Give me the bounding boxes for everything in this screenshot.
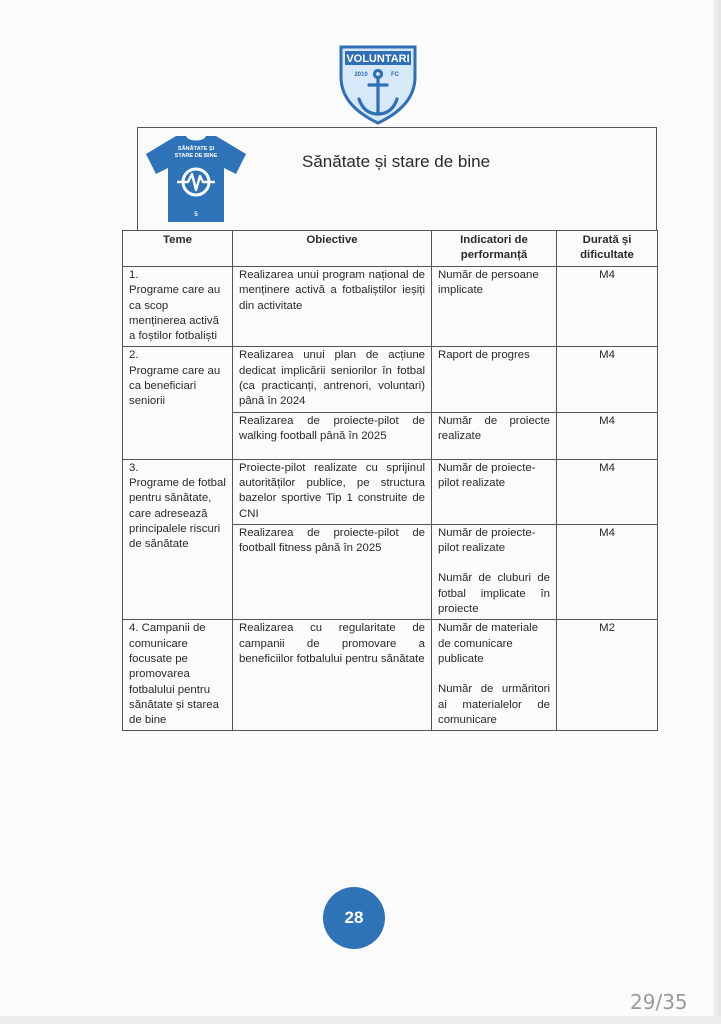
shirt-text-line1: SĂNĂTATE ȘI: [177, 146, 215, 152]
column-header-obiective: Obiective: [233, 231, 432, 267]
theme-cell: 4. Campanii de comunicare focusate pe promovarea fotbalului pentru sănătate și starea de bine: [123, 620, 233, 731]
objectives-table: [122, 230, 658, 731]
objective-cell: Realizarea de proiecte-pilot de football fitness până în 2025: [233, 524, 432, 619]
table-row: [123, 347, 658, 412]
objective-cell: Realizarea cu regularitate de campanii de promovare a beneficiilor fotbalului pentru sănătate: [233, 620, 432, 731]
shirt-number: 5: [194, 212, 198, 218]
column-header-durata: Durată și dificultate: [557, 231, 658, 267]
indicator-cell: Număr de proiecte-pilot realizate: [432, 459, 557, 524]
indicator-text-secondary: Număr de urmăritori ai materialelor de comunicare: [438, 683, 550, 726]
section-header-box: [137, 127, 657, 231]
duration-cell: M4: [557, 459, 658, 524]
duration-cell: M4: [557, 412, 658, 459]
indicator-cell: Număr de persoane implicate: [432, 267, 557, 347]
indicator-text: Număr de materiale de comunicare publicate: [438, 622, 539, 665]
logo-name: VOLUNTARI: [346, 53, 410, 65]
club-logo-shield-icon: [337, 43, 419, 125]
indicator-text: Număr de proiecte-pilot realizate: [438, 526, 536, 555]
logo-founded: 2010: [354, 72, 368, 78]
indicator-cell: Număr de proiecte realizate: [432, 412, 557, 459]
objective-cell: Realizarea unui program național de menținere activă a fotbaliștilor ieșiți din activitate: [233, 267, 432, 347]
table-header-row: [123, 231, 658, 267]
objective-cell: Realizarea unui plan de acțiune dedicat implicării seniorilor în fotbal (ca practicanți, antrenori, voluntari) până în 2024: [233, 347, 432, 412]
indicator-cell: [432, 524, 557, 619]
duration-cell: M4: [557, 347, 658, 412]
theme-cell: 2. Programe care au ca beneficiari seniorii: [123, 347, 233, 459]
table-row: [123, 620, 658, 731]
indicator-cell: [432, 620, 557, 731]
logo-suffix: FC: [391, 72, 399, 78]
table-row: [123, 459, 658, 524]
page-number-badge: 28: [323, 887, 385, 949]
viewer-bottom-strip: [0, 1016, 721, 1024]
indicator-text-secondary: Număr de cluburi de fotbal implicate în proiecte: [438, 572, 550, 616]
column-header-teme: Teme: [123, 231, 233, 267]
duration-cell: M4: [557, 267, 658, 347]
theme-cell: 3. Programe de fotbal pentru sănătate, care adresează principalele riscuri de sănătate: [123, 459, 233, 620]
duration-cell: M2: [557, 620, 658, 731]
page-edge-shadow: [713, 0, 721, 1024]
tshirt-icon: [144, 130, 248, 226]
table-row: [123, 267, 658, 347]
objective-cell: Realizarea de proiecte-pilot de walking football până în 2025: [233, 412, 432, 459]
viewer-page-counter: 29/35: [630, 990, 688, 1014]
section-title: Sănătate și stare de bine: [302, 152, 491, 171]
duration-cell: M4: [557, 524, 658, 619]
indicator-cell: Raport de progres: [432, 347, 557, 412]
theme-cell: 1. Programe care au ca scop menținerea activă a foștilor fotbaliști: [123, 267, 233, 347]
column-header-indicatori: Indicatori de performanță: [432, 231, 557, 267]
shirt-text-line2: STARE DE BINE: [174, 153, 218, 159]
objective-cell: Proiecte-pilot realizate cu sprijinul autorităților publice, pe structura bazelor sportive Tip 1 construite de CNI: [233, 459, 432, 524]
